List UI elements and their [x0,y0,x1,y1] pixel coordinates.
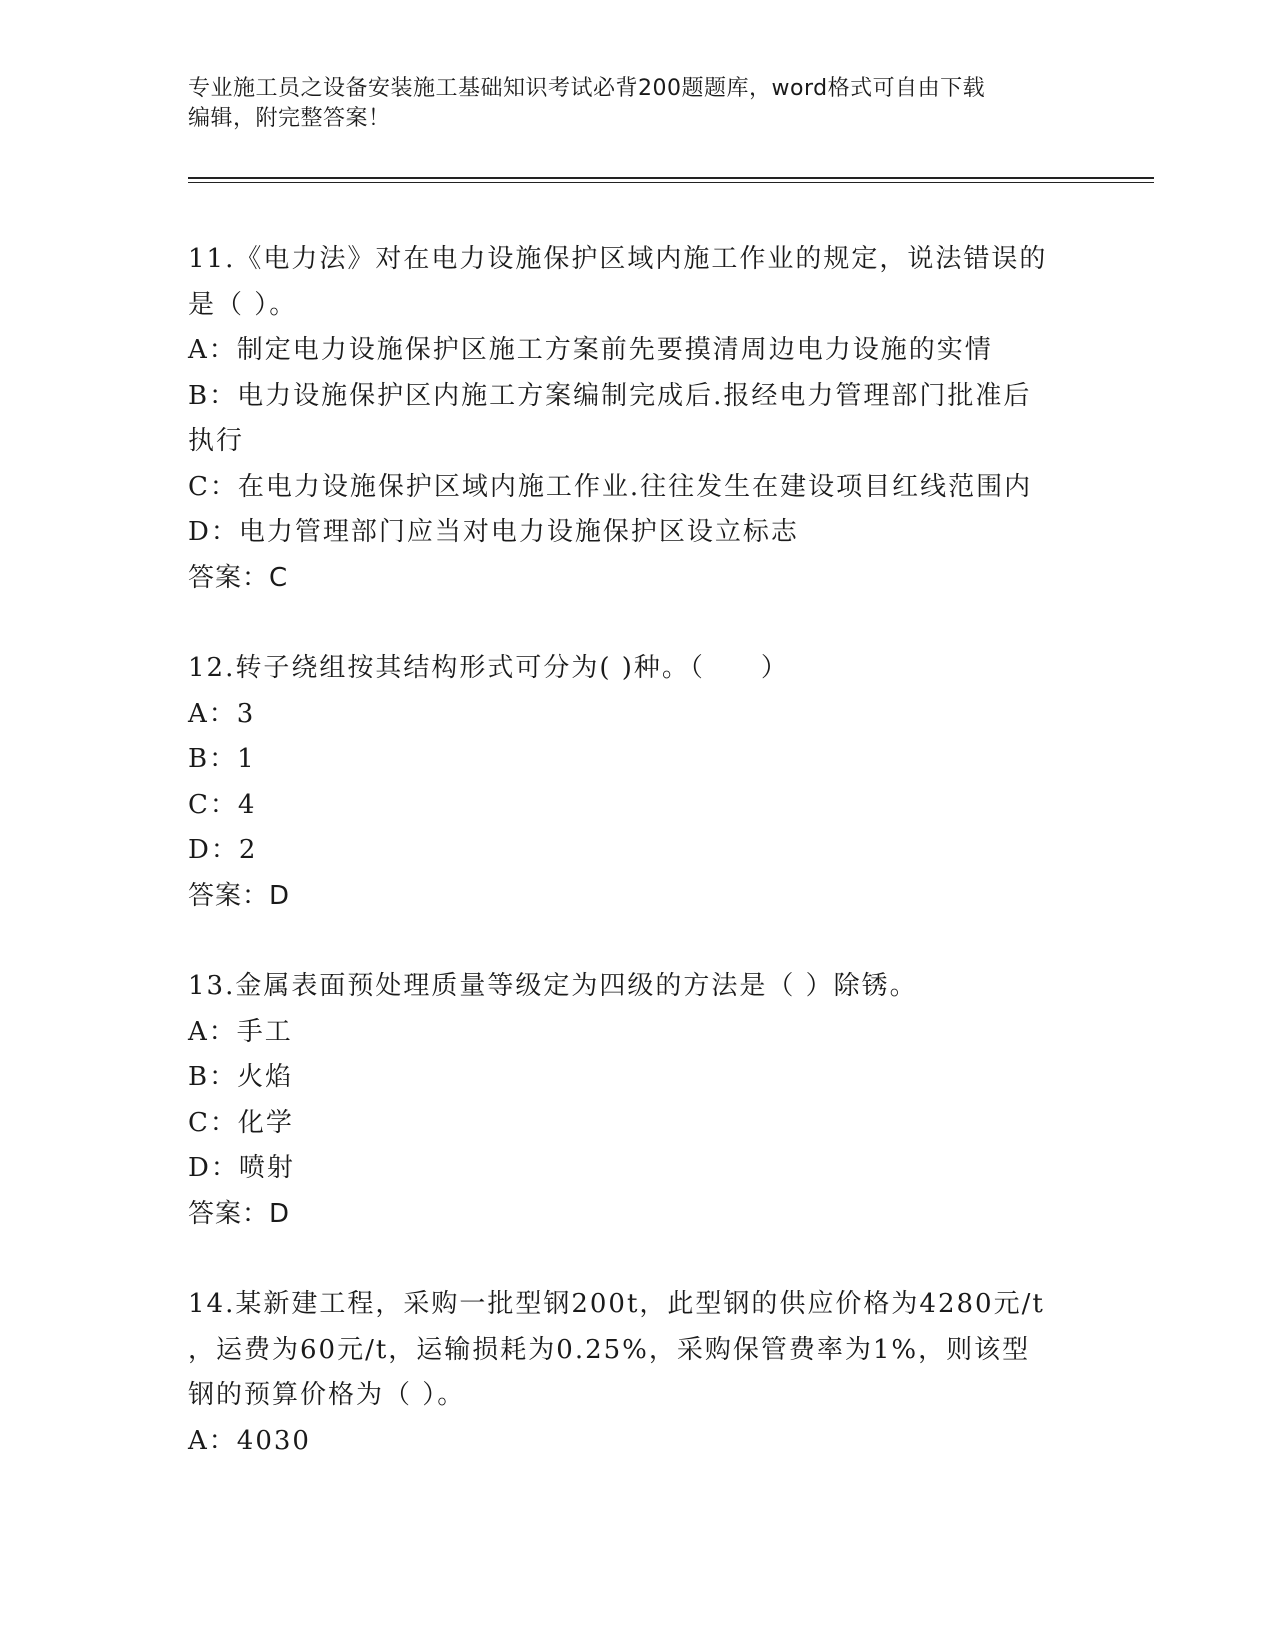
question-stem: 13.金属表面预处理质量等级定为四级的方法是（ ）除锈。 [188,971,918,1001]
question-stem: 是（ ）。 [188,289,298,320]
answer-option: B：电力设施保护区内施工方案编制完成后.报经电力管理部门批准后 [188,380,1032,411]
question-block [188,237,1088,601]
question-stem: 12.转子绕组按其结构形式可分为( )种。（ ） [188,653,789,683]
question-stem: 钢的预算价格为（ ）。 [188,1380,466,1410]
page-header [188,74,1078,134]
answer-option: D：电力管理部门应当对电力设施保护区设立标志 [188,517,799,547]
answer-option: B：火焰 [188,1062,294,1092]
answer-option: 执行 [188,426,245,456]
question-block [188,1282,1088,1464]
answer-key: 答案：C [188,562,289,593]
answer-option: A：4030 [188,1425,311,1456]
question-list [188,237,1088,1509]
answer-option: A：手工 [188,1016,293,1047]
question-stem: 11.《电力法》对在电力设施保护区域内施工作业的规定，说法错误的 [188,244,1048,274]
answer-option: D：喷射 [188,1153,295,1183]
question-block [188,646,1088,919]
answer-option: B：1 [188,744,256,774]
question-block [188,964,1088,1237]
answer-option: C：化学 [188,1107,294,1138]
answer-key: 答案：D [188,1198,291,1229]
header-divider-thin [188,182,1154,183]
answer-option: C：4 [188,789,257,820]
header-divider-thick [188,177,1154,179]
answer-option: A：3 [188,698,256,729]
answer-key: 答案：D [188,880,291,911]
answer-option: D：2 [188,835,258,865]
question-stem: 14.某新建工程，采购一批型钢200t，此型钢的供应价格为4280元/t [188,1289,1045,1319]
question-stem: ，运费为60元/t，运输损耗为0.25%，采购保管费率为1%，则该型 [188,1334,1031,1365]
answer-option: A：制定电力设施保护区施工方案前先要摸清周边电力设施的实情 [188,335,993,365]
header-line-1: 专业施工员之设备安装施工基础知识考试必背200题题库，word格式可自由下载 [188,76,986,101]
header-line-2: 编辑，附完整答案！ [188,106,391,131]
answer-option: C：在电力设施保护区域内施工作业.往往发生在建设项目红线范围内 [188,471,1033,502]
